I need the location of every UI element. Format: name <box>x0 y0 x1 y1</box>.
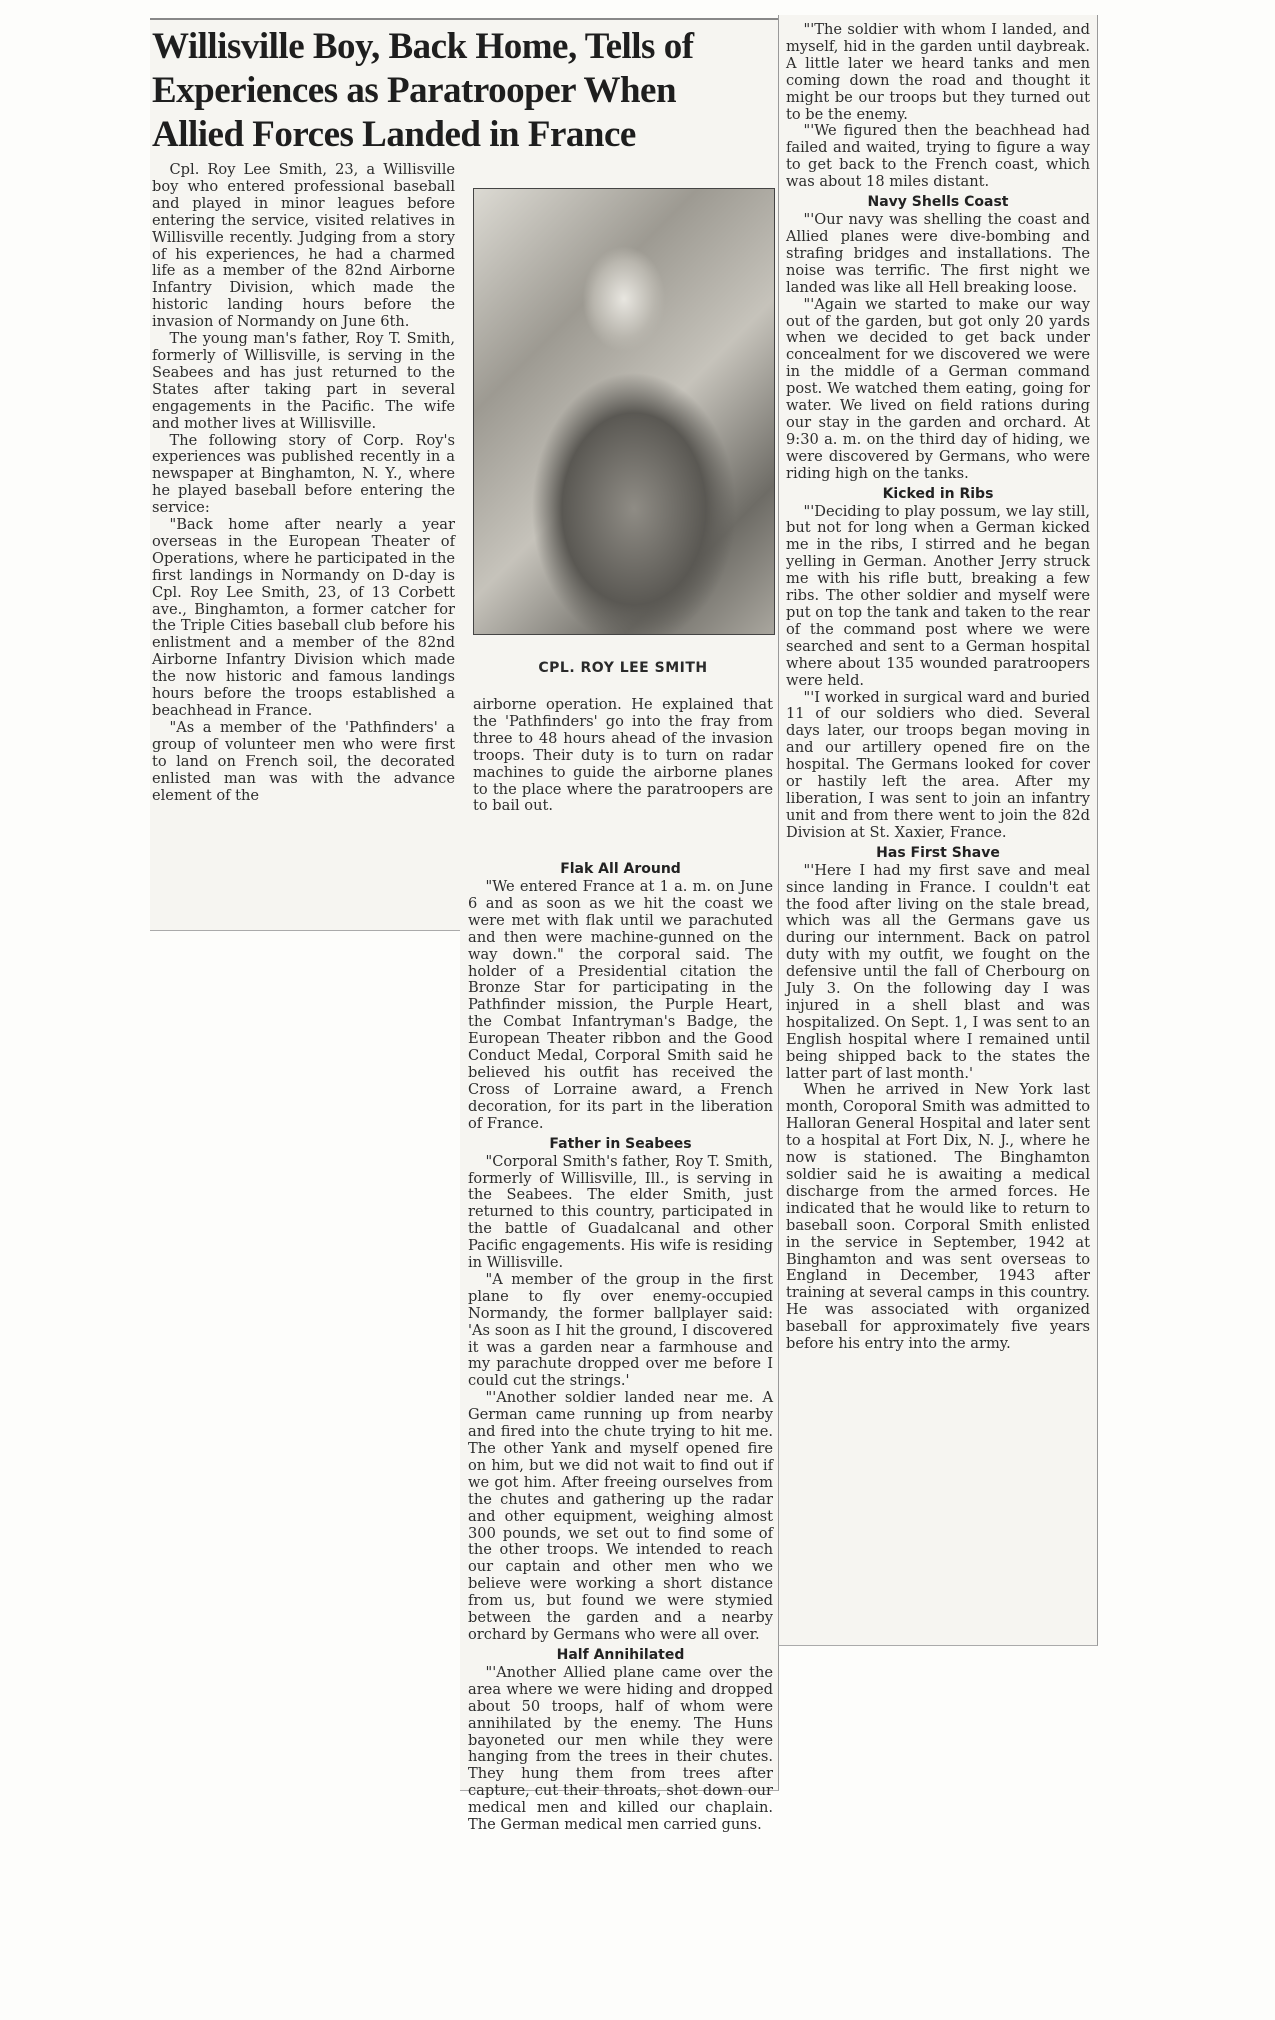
paragraph: "Corporal Smith's father, Roy T. Smith, formerly of Willisville, Ill., is serving in the Seabees. The elder Smith, just returned to this country, participated in the battle of Guadalcanal and other Pacific engagements. His wife is residing in Willisville. <box>468 1152 773 1272</box>
paragraph: "As a member of the 'Pathfinders' a group of volunteer men who were first to land on French soil, the decorated enlisted man was with the advance element of the <box>152 718 455 804</box>
subhead-seabees: Father in Seabees <box>549 1135 692 1152</box>
paragraph: "'We figured then the beachhead had failed and waited, trying to figure a way to get back to the French coast, which was about 18 miles distant. <box>786 122 1090 191</box>
paragraph: Cpl. Roy Lee Smith, 23, a Willisville boy who entered professional baseball and played in minor leagues before entering the service, visited relatives in Willisville recently. Judging from a story of his experiences, he had a charmed life as a member of the 82nd Airborne Infantry Division, which made the historic landing hours before the invasion of Normandy on June 6th. <box>152 161 455 331</box>
paragraph: "'Here I had my first save and meal since landing in France. I couldn't eat the food after living on the stale bread, which was all the Germans gave us during our internment. Back on patrol duty with my outfit, we fought on the defensive until the fall of Cherbourg on July 3. On the following day I was injured in a shell blast and was hospitalized. On Sept. 1, I was sent to an English hospital where I remained until being shipped back to the states the latter part of last month.' <box>786 861 1090 1082</box>
soldier-photo <box>473 188 775 635</box>
column-3 <box>786 22 1090 1353</box>
paragraph: "'Again we started to make our way out of the garden, but got only 20 yards when we decided to get back under concealment for we discovered we were in the middle of a German command post. We watched them eating, going for water. We lived on field rations during our stay in the garden and orchard. At 9:30 a. m. on the third day of hiding, we were discovered by Germans, who were riding high on the tanks. <box>786 295 1090 482</box>
paragraph: "Back home after nearly a year overseas in the European Theater of Operations, where he participated in the first landings in Normandy on D-day is Cpl. Roy Lee Smith, 23, of 13 Corbett ave., Binghamton, a former catcher for the Triple Cities baseball club before his enlistment and a member of the 82nd Airborne Infantry Division which made the now historic and famous landings hours before the troops established a beachhead in France. <box>152 516 455 719</box>
paragraph: The following story of Corp. Roy's experiences was published recently in a newspaper at Binghamton, N. Y., where he played baseball before entering the service: <box>152 431 455 517</box>
photo-caption: CPL. ROY LEE SMITH <box>538 660 708 676</box>
paragraph: When he arrived in New York last month, Coroporal Smith was admitted to Halloran General Hospital and later sent to a hospital at Fort Dix, N. J., where he now is stationed. The Binghamton soldier said he is awaiting a medical discharge from the armed forces. He indicated that he would like to return to baseball soon. Corporal Smith enlisted in the service in September, 1942 at Binghamton and was sent overseas to England in December, 1943 after training at several camps in this country. He was associated with organized baseball for approximately five years before his entry into the army. <box>786 1081 1090 1353</box>
paragraph: "'The soldier with whom I landed, and myself, hid in the garden until daybreak. A little later we heard tanks and men coming down the road and thought it might be our troops but they turned out to be the enemy. <box>786 21 1090 123</box>
paragraph: "'Another soldier landed near me. A German came running up from nearby and fired into the chute trying to hit me. The other Yank and myself opened fire on him, but we did not wait to find out if we got him. After freeing ourselves from the chutes and gathering up the radar and other equipment, weighing almost 300 pounds, we set out to find some of the other troops. We intended to reach our captain and other men who we believe were working a short distance from us, but found we were stymied between the garden and a nearby orchard by Germans who were all over. <box>468 1389 773 1643</box>
paragraph: "A member of the group in the first plane to fly over enemy-occupied Normandy, the former ballplayer said: 'As soon as I hit the ground, I discovered it was a garden near a farmhouse and my parachute dropped over me before I could cut the strings.' <box>468 1270 773 1390</box>
top-rule <box>150 18 778 20</box>
column-1 <box>152 162 455 804</box>
subhead-navy: Navy Shells Coast <box>867 194 1009 211</box>
paragraph: "'I worked in surgical ward and buried 11 of our soldiers who died. Several days later, our troops began moving in and our artillery opened fire on the hospital. The Germans looked for cover or hastily left the area. After my liberation, I was sent to join an infantry unit and from there went to join the 82d Division at St. Xaxier, France. <box>786 688 1090 841</box>
column-2-top <box>473 697 773 815</box>
paragraph: The young man's father, Roy T. Smith, formerly of Willisville, is serving in the Seabees and has just returned to the States after taking part in several engagements in the Pacific. The wife and mother lives at Willisville. <box>152 330 455 432</box>
column-2 <box>468 858 773 1834</box>
subhead-annihilated: Half Annihilated <box>556 1646 685 1663</box>
paragraph: airborne operation. He explained that the 'Pathfinders' go into the fray from three to 48 hours ahead of the invasion troops. Their duty is to turn on radar machines to guide the airborne planes to the place where the paratroopers are to bail out. <box>473 696 773 815</box>
paragraph: "'Deciding to play possum, we lay still, but not for long when a German kicked me in the ribs, I stirred and he began yelling in German. Another Jerry struck me with his rifle butt, breaking a few ribs. The other soldier and myself were put on top the tank and taken to the rear of the command post where we were searched and sent to a German hospital where about 135 wounded paratroopers were held. <box>786 502 1090 689</box>
paragraph: "'Another Allied plane came over the area where we were hiding and dropped about 50 troops, half of whom were annihilated by the enemy. The Huns bayoneted our men while they were hanging from the trees in their chutes. They hung them from trees after capture, cut their throats, shot down our medical men and killed our chaplain. The German medical men carried guns. <box>468 1663 773 1834</box>
headline: Willisville Boy, Back Home, Tells of Experiences as Paratrooper When Allied Forces Landed in France <box>152 26 694 155</box>
subhead-flak: Flak All Around <box>560 861 681 877</box>
subhead-shave: Has First Shave <box>876 844 1000 861</box>
subhead-ribs: Kicked in Ribs <box>882 485 994 502</box>
paragraph: "We entered France at 1 a. m. on June 6 and as soon as we hit the coast we were met with flak until we parachuted and then were machine-gunned on the way down." the corporal said. The holder of a Presidential citation the Bronze Star for participating in the Pathfinder mission, the Purple Heart, the Combat Infantryman's Badge, the European Theater ribbon and the Good Conduct Medal, Corporal Smith said he believed his outfit has received the Cross of Lorraine award, a French decoration, for its part in the liberation of France. <box>468 878 773 1132</box>
paragraph: "'Our navy was shelling the coast and Allied planes were dive-bombing and strafing bridges and installations. The noise was terrific. The first night we landed was like all Hell breaking loose. <box>786 211 1090 296</box>
